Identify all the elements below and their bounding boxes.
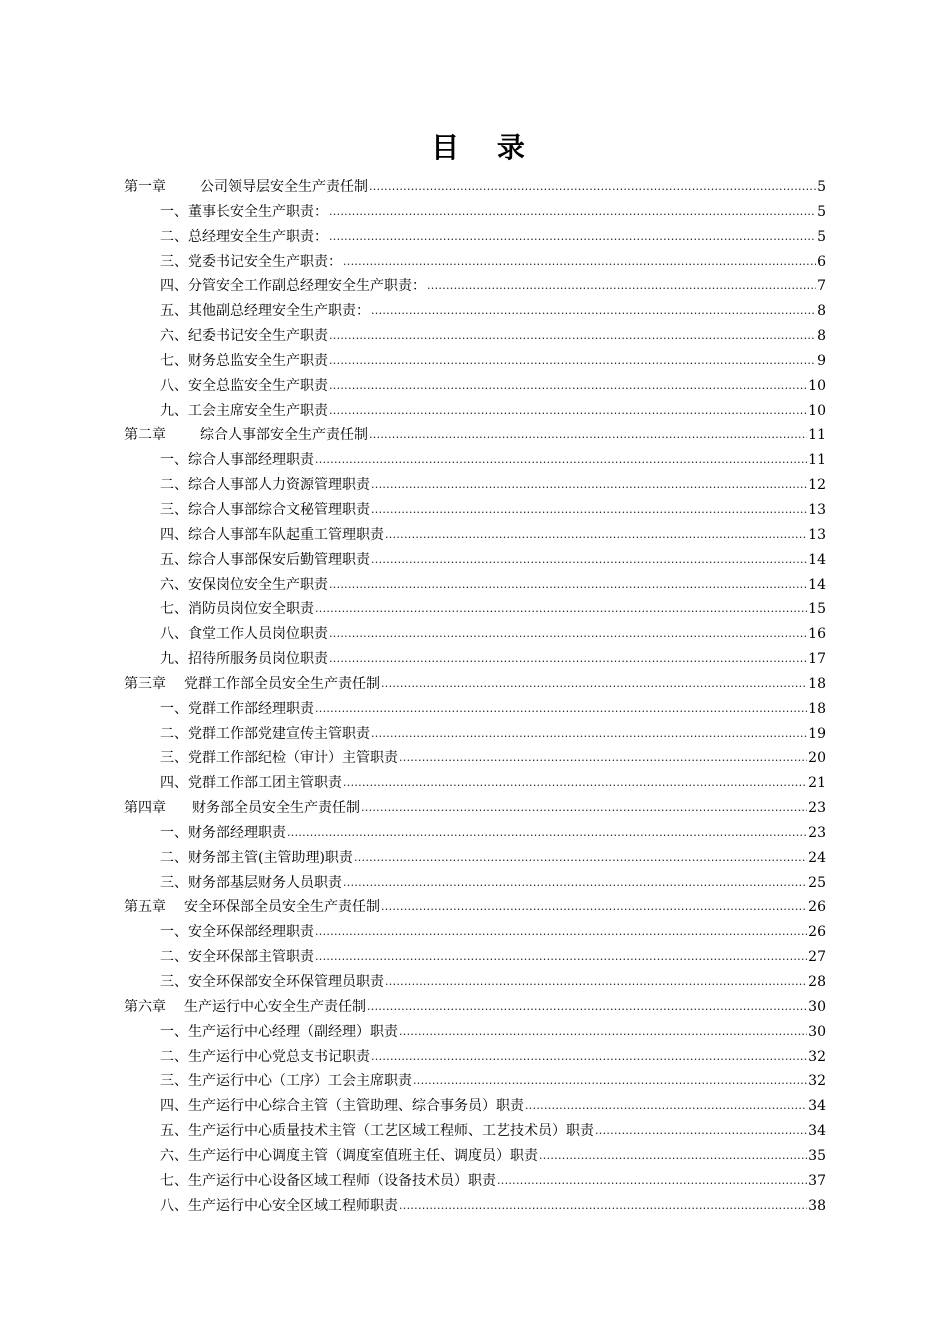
entry-title: 四、综合人事部车队起重工管理职责	[160, 526, 384, 543]
page-number: 26	[808, 924, 826, 941]
dot-leader	[539, 1144, 807, 1169]
page-number: 21	[808, 775, 826, 792]
entry-title: 三、党委书记安全生产职责：	[160, 253, 342, 270]
dot-leader	[367, 995, 807, 1020]
entry-title: 一、董事长安全生产职责：	[160, 203, 328, 220]
entry-title: 三、财务部基层财务人员职责	[160, 874, 342, 891]
toc-section-entry[interactable]	[124, 374, 826, 399]
entry-title: 财务部全员安全生产责任制	[192, 800, 360, 817]
entry-title: 四、分管安全工作副总经理安全生产职责：	[160, 278, 426, 295]
page-number: 11	[808, 452, 826, 469]
page-number: 14	[808, 551, 826, 568]
entry-title: 五、其他副总经理安全生产职责：	[160, 303, 370, 320]
toc-section-entry[interactable]	[124, 746, 826, 771]
entry-title: 九、工会主席安全生产职责	[160, 402, 328, 419]
page-number: 32	[808, 1073, 826, 1090]
toc-section-entry[interactable]	[124, 349, 826, 374]
toc-section-entry[interactable]	[124, 274, 826, 299]
dot-leader	[315, 920, 807, 945]
page-number: 7	[817, 278, 826, 295]
page-number: 30	[808, 1023, 826, 1040]
entry-title: 四、党群工作部工团主管职责	[160, 775, 342, 792]
page-number: 25	[808, 874, 826, 891]
toc-section-entry[interactable]	[124, 399, 826, 424]
dot-leader	[381, 895, 807, 920]
toc-section-entry[interactable]	[124, 771, 826, 796]
toc-section-entry[interactable]	[124, 548, 826, 573]
toc-section-entry[interactable]	[124, 1144, 826, 1169]
dot-leader	[371, 473, 807, 498]
toc-section-entry[interactable]	[124, 1194, 826, 1219]
dot-leader	[329, 349, 816, 374]
toc-section-entry[interactable]	[124, 299, 826, 324]
entry-title: 二、财务部主管(主管助理)职责	[160, 849, 353, 866]
dot-leader	[329, 200, 816, 225]
toc-section-entry[interactable]	[124, 523, 826, 548]
entry-title: 三、综合人事部综合文秘管理职责	[160, 501, 370, 518]
page-number: 32	[808, 1048, 826, 1065]
page-number: 16	[808, 626, 826, 643]
chapter-number: 第三章	[124, 675, 166, 692]
page-number: 20	[808, 750, 826, 767]
dot-leader	[315, 945, 807, 970]
dot-leader	[399, 1194, 807, 1219]
entry-title: 四、生产运行中心综合主管（主管助理、综合事务员）职责	[160, 1098, 524, 1115]
entry-title: 生产运行中心安全生产责任制	[184, 998, 366, 1015]
toc-section-entry[interactable]	[124, 722, 826, 747]
toc-section-entry[interactable]	[124, 1169, 826, 1194]
dot-leader	[354, 846, 807, 871]
toc-section-entry[interactable]	[124, 920, 826, 945]
toc-section-entry[interactable]	[124, 821, 826, 846]
page-number: 5	[817, 179, 826, 195]
toc-section-entry[interactable]	[124, 200, 826, 225]
page-title: 目 录	[431, 131, 539, 164]
dot-leader	[371, 299, 816, 324]
toc-section-entry[interactable]	[124, 846, 826, 871]
page-number: 5	[817, 203, 826, 220]
toc-chapter-entry[interactable]	[124, 796, 826, 821]
page-number: 28	[808, 974, 826, 990]
entry-title: 三、党群工作部纪检（审计）主管职责	[160, 750, 398, 767]
entry-title: 三、安全环保部安全环保管理员职责	[160, 974, 384, 990]
toc-chapter-entry[interactable]	[124, 423, 826, 448]
page-number: 10	[808, 402, 826, 419]
dot-leader	[381, 672, 807, 697]
toc-chapter-entry[interactable]	[124, 895, 826, 920]
dot-leader	[343, 771, 807, 796]
entry-title: 六、生产运行中心调度主管（调度室值班主任、调度员）职责	[160, 1147, 538, 1164]
toc-section-entry[interactable]	[124, 1020, 826, 1045]
entry-title: 一、安全环保部经理职责	[160, 924, 314, 941]
dot-leader	[329, 399, 807, 424]
entry-title: 二、生产运行中心党总支书记职责	[160, 1048, 370, 1065]
page-number: 6	[817, 253, 826, 270]
toc-section-entry[interactable]	[124, 622, 826, 647]
page-number: 10	[808, 377, 826, 394]
dot-leader	[399, 746, 807, 771]
toc-section-entry[interactable]	[124, 225, 826, 250]
toc-section-entry[interactable]	[124, 597, 826, 622]
toc-section-entry[interactable]	[124, 1045, 826, 1070]
dot-leader	[385, 523, 807, 548]
dot-leader	[343, 871, 807, 896]
entry-title: 一、生产运行中心经理（副经理）职责	[160, 1023, 398, 1040]
page-number: 19	[808, 725, 826, 742]
page-number: 8	[817, 328, 826, 345]
entry-title: 公司领导层安全生产责任制	[200, 179, 368, 195]
page-number: 37	[808, 1172, 826, 1189]
entry-title: 二、综合人事部人力资源管理职责	[160, 477, 370, 494]
entry-title: 六、安保岗位安全生产职责	[160, 576, 328, 593]
page-number: 18	[808, 675, 826, 692]
entry-title: 一、党群工作部经理职责	[160, 700, 314, 717]
dot-leader	[315, 448, 807, 473]
toc-section-entry[interactable]	[124, 448, 826, 473]
entry-title: 安全环保部全员安全生产责任制	[184, 899, 380, 916]
dot-leader	[369, 175, 816, 200]
page-number: 14	[808, 576, 826, 593]
entry-title: 七、生产运行中心设备区域工程师（设备技术员）职责	[160, 1172, 496, 1189]
toc-section-entry[interactable]	[124, 1069, 826, 1094]
dot-leader	[329, 622, 807, 647]
dot-leader	[329, 374, 807, 399]
chapter-number: 第五章	[124, 899, 166, 916]
dot-leader	[427, 274, 816, 299]
entry-title: 综合人事部安全生产责任制	[200, 427, 368, 444]
entry-title: 一、综合人事部经理职责	[160, 452, 314, 469]
toc-chapter-entry[interactable]	[124, 995, 826, 1020]
page-number: 23	[808, 824, 826, 841]
entry-title: 六、纪委书记安全生产职责	[160, 328, 328, 345]
entry-title: 九、招待所服务员岗位职责	[160, 651, 328, 668]
toc-chapter-entry[interactable]	[124, 672, 826, 697]
page-number: 23	[808, 800, 826, 817]
toc-section-entry[interactable]	[124, 573, 826, 598]
dot-leader	[361, 796, 807, 821]
page-number: 8	[817, 303, 826, 320]
page-number: 24	[808, 849, 826, 866]
chapter-number: 第四章	[124, 800, 166, 817]
chapter-number: 第六章	[124, 998, 166, 1015]
dot-leader	[371, 1045, 807, 1070]
page-number: 30	[808, 998, 826, 1015]
toc-section-entry[interactable]	[124, 1094, 826, 1119]
toc-section-entry[interactable]	[124, 473, 826, 498]
dot-leader	[595, 1119, 807, 1144]
dot-leader	[413, 1069, 807, 1094]
page-number: 9	[817, 352, 826, 369]
entry-title: 一、财务部经理职责	[160, 824, 286, 841]
dot-leader	[371, 722, 807, 747]
dot-leader	[371, 548, 807, 573]
page-number: 13	[808, 526, 826, 543]
toc-chapter-entry[interactable]	[124, 175, 826, 200]
page-number: 5	[817, 228, 826, 245]
dot-leader	[371, 498, 807, 523]
page-number: 12	[808, 477, 826, 494]
toc-section-entry[interactable]	[124, 970, 826, 995]
toc-section-entry[interactable]	[124, 1119, 826, 1144]
page-number: 26	[808, 899, 826, 916]
page-number: 18	[808, 700, 826, 717]
entry-title: 党群工作部全员安全生产责任制	[184, 675, 380, 692]
dot-leader	[287, 821, 807, 846]
dot-leader	[385, 970, 807, 995]
dot-leader	[315, 597, 807, 622]
dot-leader	[369, 423, 807, 448]
page-number: 13	[808, 501, 826, 518]
toc-section-entry[interactable]	[124, 250, 826, 275]
page-number: 17	[808, 651, 826, 668]
dot-leader	[329, 324, 816, 349]
toc-section-entry[interactable]	[124, 871, 826, 896]
entry-title: 五、综合人事部保安后勤管理职责	[160, 551, 370, 568]
table-of-contents	[124, 175, 826, 1218]
chapter-number: 第一章	[124, 179, 166, 195]
page-number: 34	[808, 1098, 826, 1115]
toc-section-entry[interactable]	[124, 697, 826, 722]
page-number: 15	[808, 601, 826, 618]
dot-leader	[497, 1169, 807, 1194]
page-number: 38	[808, 1197, 826, 1214]
dot-leader	[343, 250, 816, 275]
entry-title: 七、财务总监安全生产职责	[160, 352, 328, 369]
entry-title: 八、食堂工作人员岗位职责	[160, 626, 328, 643]
entry-title: 二、安全环保部主管职责	[160, 949, 314, 966]
dot-leader	[399, 1020, 807, 1045]
dot-leader	[329, 225, 816, 250]
page-number: 11	[808, 427, 826, 444]
dot-leader	[525, 1094, 807, 1119]
entry-title: 五、生产运行中心质量技术主管（工艺区域工程师、工艺技术员）职责	[160, 1123, 594, 1140]
dot-leader	[315, 697, 807, 722]
entry-title: 七、消防员岗位安全职责	[160, 601, 314, 618]
toc-section-entry[interactable]	[124, 324, 826, 349]
entry-title: 二、总经理安全生产职责：	[160, 228, 328, 245]
page-number: 35	[808, 1147, 826, 1164]
toc-section-entry[interactable]	[124, 498, 826, 523]
dot-leader	[329, 573, 807, 598]
entry-title: 八、安全总监安全生产职责	[160, 377, 328, 394]
entry-title: 二、党群工作部党建宣传主管职责	[160, 725, 370, 742]
entry-title: 八、生产运行中心安全区域工程师职责	[160, 1197, 398, 1214]
chapter-number: 第二章	[124, 427, 166, 444]
toc-section-entry[interactable]	[124, 945, 826, 970]
entry-title: 三、生产运行中心（工序）工会主席职责	[160, 1073, 412, 1090]
page-number: 27	[808, 949, 826, 966]
page-number: 34	[808, 1123, 826, 1140]
toc-section-entry[interactable]	[124, 647, 826, 672]
dot-leader	[329, 647, 807, 672]
